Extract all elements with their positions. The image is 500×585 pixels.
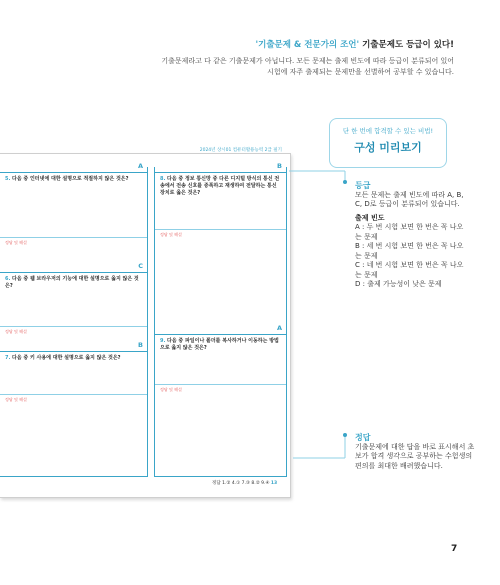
question-header: B — [155, 167, 286, 173]
page-number: 7 — [451, 544, 458, 554]
answer-note: 정답 및 해설 — [155, 229, 286, 273]
header-line-2: 기출문제라고 다 같은 기출문제가 아닙니다. 모든 문제는 출제 빈도에 따라 등급이 분류되어 있어 — [161, 57, 454, 65]
frequency-item-b: B : 세 번 시험 보면 한 번은 꼭 나오는 문제 — [355, 242, 464, 260]
question-header: A — [155, 329, 286, 335]
question-7: 7. 다음 중 키 사용에 대한 설명으로 옳지 않은 것은? — [5, 355, 121, 361]
answer-note: 정답 및 해설 — [0, 394, 147, 414]
question-9: 9. 다음 중 파일이나 폴더를 복사하거나 이동하는 방법으로 옳지 않은 것은? — [160, 338, 279, 351]
preview-badge — [329, 118, 447, 168]
grade-heading: 등급 — [355, 181, 371, 190]
answer-note: 정답 및 해설 — [155, 384, 286, 412]
grade-description: 모든 문제는 출제 빈도에 따라 A, B, C, D로 등급이 분류되어 있습니다. — [355, 190, 464, 208]
badge-title: 구성 미리보기 — [354, 141, 422, 154]
frequency-title: 출제 빈도 — [355, 213, 385, 222]
question-5: 5. 다음 중 인터넷에 대한 설명으로 적절하지 않은 것은? — [5, 176, 129, 182]
answer-note: 정답 및 해설 — [0, 326, 147, 346]
frequency-item-d: D : 출제 가능성이 낮은 문제 — [355, 280, 442, 288]
sample-page-footer: 정답 1.② 4.① 7.③ 8.② 9.④ 13 — [212, 481, 278, 486]
question-header: B — [0, 346, 147, 352]
answer-note: 정답 및 해설 — [0, 237, 147, 267]
sample-page-title: 2024년 상시01 컴퓨터활용능력 2급 필기 — [199, 148, 282, 153]
frequency-item-a: A : 두 번 시험 보면 한 번은 꼭 나오는 문제 — [355, 223, 464, 241]
answer-heading: 정답 — [355, 433, 371, 442]
frequency-item-c: C : 네 번 시험 보면 한 번은 꼭 나오는 문제 — [355, 261, 464, 279]
question-8: 8. 다음 중 정보 통신망 중 다른 디지털 방식의 통신 전송에서 전송 신호를 증폭하고 재생하여 전달하는 통신 장치로 옳은 것은? — [160, 176, 280, 196]
answer-description: 기출문제에 대한 답을 바로 표시해서 초보가 합격 생각으로 공부하는 수험생의 편의를 최대한 배려했습니다. — [355, 442, 475, 470]
grade-callout — [355, 181, 465, 290]
question-6: 6. 다음 중 웹 브라우저의 기능에 대한 설명으로 옳지 않은 것은? — [5, 276, 139, 289]
question-header: A — [0, 167, 147, 173]
question-header: C — [0, 267, 147, 273]
answer-callout — [355, 433, 475, 471]
header-title: '기출문제 & 전문가의 조언' 기출문제도 등급이 있다! — [255, 40, 454, 50]
badge-subtitle: 단 한 번에 합격할 수 있는 비법! — [342, 127, 434, 135]
header-line-3: 시험에 자주 출제되는 문제만을 선별하여 공부할 수 있습니다. — [267, 68, 454, 76]
